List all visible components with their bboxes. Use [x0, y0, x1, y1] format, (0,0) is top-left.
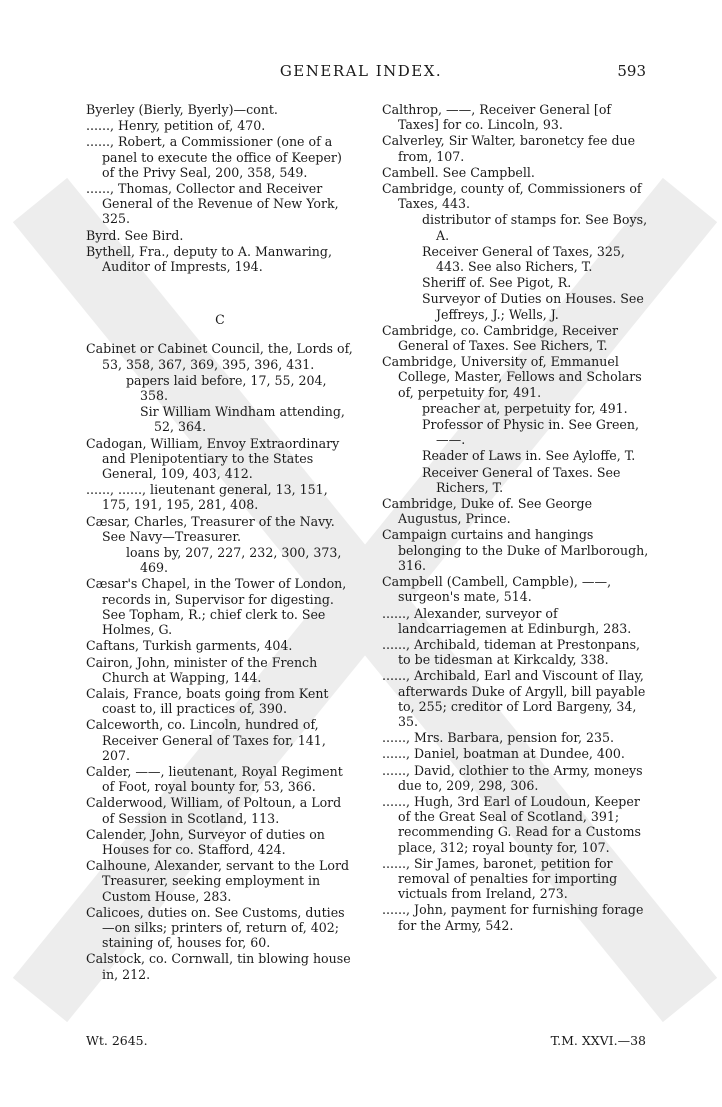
index-entry: ......, Hugh, 3rd Earl of Loudoun, Keeper of the Great Seal of Scotland, 391; recommending G. Read for a Customs place, 312; royal bounty for, 107. — [382, 793, 641, 855]
index-entry: Cambell. See Campbell. — [382, 164, 535, 180]
index-entry: Cæsar, Charles, Treasurer of the Navy. See Navy—Treasurer. — [86, 513, 335, 544]
index-subentry: Surveyor of Duties on Houses. See Jeffreys, J.; Wells, J. — [422, 291, 644, 322]
index-subentry: papers laid before, 17, 55, 204, 358. — [126, 372, 327, 404]
page-footer — [0, 1033, 722, 1051]
index-entry: ......, Thomas, Collector and Receiver General of the Revenue of New York, 325. — [86, 181, 339, 227]
index-subentry: distributor of stamps for. See Boys, A. — [422, 212, 648, 243]
index-entry: Cambridge, Duke of. See George Augustus, Prince. — [382, 496, 593, 527]
index-entry: ......, Archibald, Earl and Viscount of Ilay, afterwards Duke of Argyll, bill payable to, 255; creditor of Lord Bargeny, 34, 35. — [382, 668, 646, 729]
index-entry: Calderwood, William, of Poltoun, a Lord of Session in Scotland, 113. — [86, 795, 342, 826]
index-entry: Campbell (Cambell, Campble), ——, surgeon's mate, 514. — [382, 574, 612, 605]
index-entry: Calthrop, ——, Receiver General [of Taxes] for co. Lincoln, 93. — [382, 102, 612, 133]
index-entry: Cabinet or Cabinet Council, the, Lords of, 53, 358, 367, 369, 395, 396, 431. — [86, 341, 353, 372]
index-entry: ......, Mrs. Barbara, pension for, 235. — [382, 730, 615, 746]
index-entry: ......, ......, lieutenant general, 13, 151, 175, 191, 195, 281, 408. — [86, 482, 328, 513]
index-subentry: Receiver General of Taxes, 325, 443. See also Richers, T. — [422, 243, 625, 275]
page-number: 593 — [617, 62, 646, 80]
index-entry: Calais, France, boats going from Kent coast to, ill practices of, 390. — [86, 685, 329, 717]
index-entry: ......, Robert, a Commissioner (one of a panel to execute the office of Keeper) of the Privy Seal, 200, 358, 549. — [86, 134, 342, 180]
index-subentry: Professor of Physic in. See Green, ——. — [422, 417, 639, 448]
index-entry: Calender, John, Surveyor of duties on Houses for co. Stafford, 424. — [86, 826, 325, 857]
index-entry: ......, Sir James, baronet, petition for removal of penalties for importing victuals from Ireland, 273. — [382, 855, 618, 902]
index-subentry: Sir William Windham attending, 52, 364. — [140, 404, 345, 435]
index-entry: Calder, ——, lieutenant, Royal Regiment of Foot, royal bounty for, 53, 366. — [86, 763, 343, 795]
index-subentry: Receiver General of Taxes. See Richers, T. — [422, 464, 621, 495]
index-entry: ......, David, clothier to the Army, moneys due to, 209, 298, 306. — [382, 762, 643, 793]
index-entry: Calicoes, duties on. See Customs, duties—on silks; printers of, return of, 402; staining of, houses for, 60. — [86, 904, 345, 951]
page-header — [0, 62, 722, 84]
index-entry: Bythell, Fra., deputy to A. Manwaring, Auditor of Imprests, 194. — [86, 243, 332, 275]
index-entry: ......, John, payment for furnishing forage for the Army, 542. — [382, 902, 644, 933]
index-subentry: Sheriff of. See Pigot, R. — [422, 275, 572, 291]
index-entry: Byerley (Bierly, Byerly)—cont. — [86, 102, 278, 117]
right-column — [382, 102, 650, 934]
index-subentry: preacher at, perpetuity for, 491. — [422, 400, 628, 416]
index-entry: Cæsar's Chapel, in the Tower of London, records in, Supervisor for digesting. See Topham, R.; chief clerk to. See Holmes, G. — [86, 576, 347, 638]
index-entry: Campaign curtains and hangings belonging to the Duke of Marlborough, 316. — [382, 527, 649, 573]
index-entry: Calstock, co. Cornwall, tin blowing house in, 212. — [86, 951, 351, 982]
footer-print-code: Wt. 2645. — [86, 1033, 148, 1048]
index-subentry: loans by, 207, 227, 232, 300, 373, 469. — [126, 545, 342, 576]
index-entry: Cambridge, county of, Commissioners of Taxes, 443. — [382, 181, 642, 212]
index-entry: ......, Henry, petition of, 470. — [86, 118, 266, 134]
index-entry: Calceworth, co. Lincoln, hundred of, Receiver General of Taxes for, 141, 207. — [86, 717, 326, 763]
index-entry: Calverley, Sir Walter, baronetcy fee due from, 107. — [382, 133, 636, 164]
left-column — [86, 102, 354, 983]
index-entry: Cadogan, William, Envoy Extraordinary and Plenipotentiary to the States General, 109, 403, 412. — [86, 435, 340, 482]
index-entry: Caftans, Turkish garments, 404. — [86, 638, 293, 654]
index-entry: Cambridge, co. Cambridge, Receiver General of Taxes. See Richers, T. — [382, 322, 619, 354]
index-subentry: Reader of Laws in. See Ayloffe, T. — [422, 448, 636, 464]
section-letter-heading: C — [215, 312, 225, 328]
index-entry: Calhoune, Alexander, servant to the Lord Treasurer, seeking employment in Custom House, 283. — [86, 858, 350, 904]
index-entry: ......, Archibald, tideman at Prestonpans, to be tidesman at Kirkcaldy, 338. — [382, 636, 641, 668]
index-entry: ......, Alexander, surveyor of landcarriagemen at Edinburgh, 283. — [382, 605, 632, 636]
index-entry: Cambridge, University of, Emmanuel College, Master, Fellows and Scholars of, perpetuity for, 491. — [382, 354, 642, 400]
index-entry: Cairon, John, minister of the French Church at Wapping, 144. — [86, 654, 318, 685]
footer-volume-ref: T.M. XXVI.—38 — [550, 1033, 646, 1048]
index-entry: Byrd. See Bird. — [86, 227, 184, 243]
page-title: GENERAL INDEX. — [279, 62, 443, 80]
index-entry: ......, Daniel, boatman at Dundee, 400. — [382, 746, 625, 762]
